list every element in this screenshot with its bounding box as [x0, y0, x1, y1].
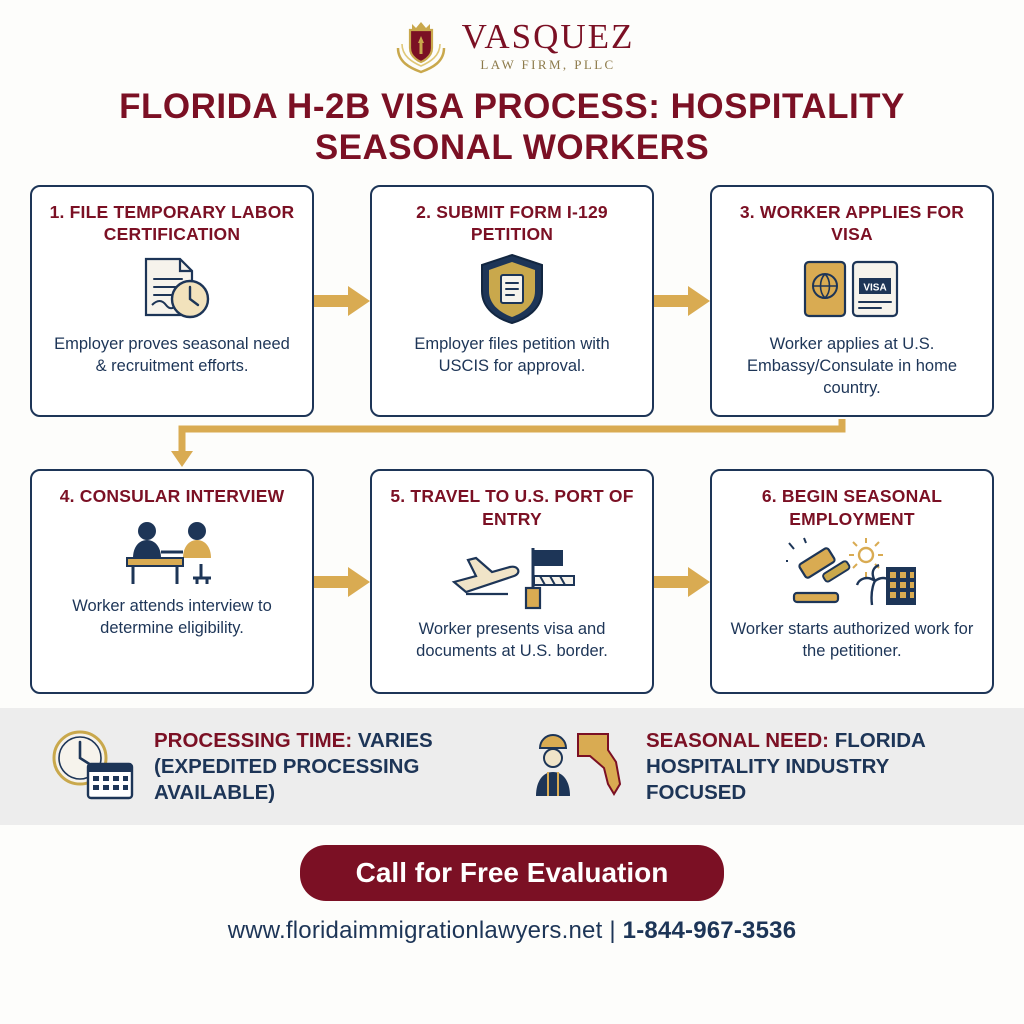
step-2-description: Employer files petition with USCIS for approval.: [414, 335, 610, 375]
passport-visa-stamp-icon: [797, 252, 907, 326]
flow-arrow-1-2: [314, 185, 370, 418]
flow-row-2: [30, 469, 994, 694]
step-6-title: 6. BEGIN SEASONAL EMPLOYMENT: [761, 486, 943, 530]
step-5-title: 5. TRAVEL TO U.S. PORT OF ENTRY: [390, 486, 634, 530]
step-4-title: 4. CONSULAR INTERVIEW: [59, 486, 285, 507]
step-card-3: [710, 185, 994, 418]
gavel-palm-building-icon: [786, 537, 918, 611]
step-4-description: Worker attends interview to determine eligibility.: [72, 597, 272, 637]
step-card-4: [30, 469, 314, 694]
heraldic-crest-icon: [390, 14, 452, 76]
flow-arrow-4-5: [314, 469, 370, 694]
interview-desk-icon: [113, 514, 231, 588]
brand-subtitle: LAW FIRM, PLLC: [480, 57, 616, 72]
step-card-6: [710, 469, 994, 694]
step-3-description: Worker applies at U.S. Embassy/Consulate in home country.: [746, 335, 958, 397]
document-with-clock-icon: [124, 252, 220, 326]
brand-name: VASQUEZ: [461, 17, 635, 56]
page-title: FLORIDA H-2B VISA PROCESS: HOSPITALITY SEASONAL WORKERS: [119, 87, 905, 168]
cta-area: [0, 845, 1024, 901]
process-flow: [0, 185, 1024, 695]
flow-row-1: [30, 185, 994, 418]
step-2-title: 2. SUBMIT FORM I-129 PETITION: [416, 201, 608, 245]
shield-document-icon: [476, 252, 548, 326]
step-1-description: Employer proves seasonal need & recruitment efforts.: [54, 335, 290, 375]
fact-seasonal-need-text: [646, 728, 978, 805]
fact-seasonal-need-label: SEASONAL NEED:: [646, 729, 830, 753]
brand-logo: [0, 0, 1024, 74]
svg-text:VISA: VISA: [863, 282, 887, 294]
fact-seasonal-need-value: FLORIDA HOSPITALITY INDUSTRY FOCUSED: [646, 729, 926, 804]
phone-number[interactable]: 1-844-967-3536: [622, 917, 797, 945]
call-for-free-evaluation-button[interactable]: Call for Free Evaluation: [300, 845, 725, 901]
flow-arrow-2-3: [654, 185, 710, 418]
flow-arrow-5-6: [654, 469, 710, 694]
step-5-description: Worker presents visa and documents at U.S. border.: [416, 619, 608, 660]
fact-processing-time-text: [154, 728, 498, 805]
step-card-2: [370, 185, 654, 418]
contact-separator: |: [602, 917, 623, 945]
fact-processing-time: [46, 726, 498, 807]
step-1-title: 1. FILE TEMPORARY LABOR CERTIFICATION: [49, 201, 295, 245]
fact-processing-time-value: VARIES (EXPEDITED PROCESSING AVAILABLE): [154, 729, 433, 804]
website-link[interactable]: www.floridaimmigrationlawyers.net: [227, 917, 603, 945]
fact-processing-time-label: PROCESSING TIME:: [154, 729, 353, 753]
step-6-description: Worker starts authorized work for the petitioner.: [730, 619, 974, 660]
step-3-title: 3. WORKER APPLIES FOR VISA: [739, 201, 965, 245]
fact-strip: [0, 708, 1024, 825]
flow-connector-row: [30, 417, 994, 469]
fact-seasonal-need: [526, 726, 978, 807]
step-card-1: [30, 185, 314, 418]
contact-line: [0, 917, 1024, 945]
airplane-border-gate-icon: [448, 537, 576, 611]
clock-calendar-icon: [46, 726, 138, 807]
florida-worker-icon: [526, 726, 630, 807]
step-card-5: [370, 469, 654, 694]
